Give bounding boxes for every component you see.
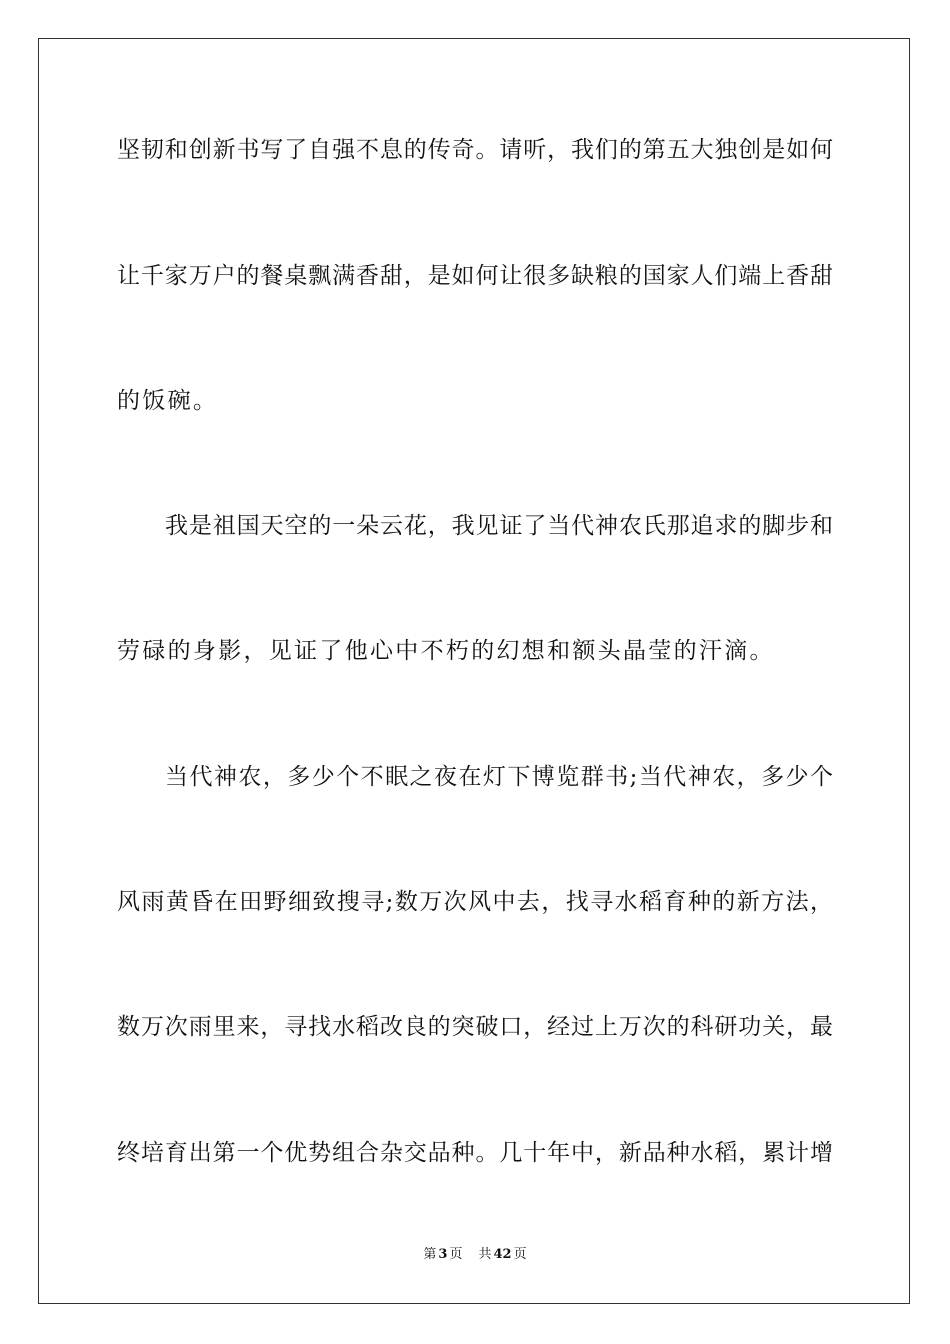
text-line: 坚韧和创新书写了自强不息的传奇。请听，我们的第五大独创是如何: [117, 137, 833, 163]
total-prefix: 共: [478, 1247, 492, 1262]
text-line: 的饭碗。: [117, 388, 219, 414]
page-suffix: 页: [449, 1247, 463, 1262]
total-pages: 42: [493, 1247, 512, 1262]
paragraph-first-line: 我是祖国天空的一朵云花，我见证了当代神农氏那追求的脚步和: [165, 513, 833, 539]
page-prefix: 第: [423, 1247, 437, 1262]
paragraph-first-line: 当代神农，多少个不眠之夜在灯下博览群书;当代神农，多少个: [165, 764, 833, 790]
text-line: 数万次雨里来，寻找水稻改良的突破口，经过上万次的科研功关，最: [117, 1014, 833, 1040]
page-border: [38, 38, 910, 1304]
page-number: 3: [438, 1247, 448, 1262]
text-line: 风雨黄昏在田野细致搜寻;数万次风中去，找寻水稻育种的新方法，: [117, 889, 833, 915]
text-line: 让千家万户的餐桌飘满香甜，是如何让很多缺粮的国家人们端上香甜: [117, 263, 833, 289]
page-footer: [0, 1246, 950, 1264]
text-line: 劳碌的身影，见证了他心中不朽的幻想和额头晶莹的汗滴。: [117, 638, 775, 664]
text-line: 终培育出第一个优势组合杂交品种。几十年中，新品种水稻，累计增: [117, 1140, 833, 1166]
total-suffix: 页: [513, 1247, 527, 1262]
